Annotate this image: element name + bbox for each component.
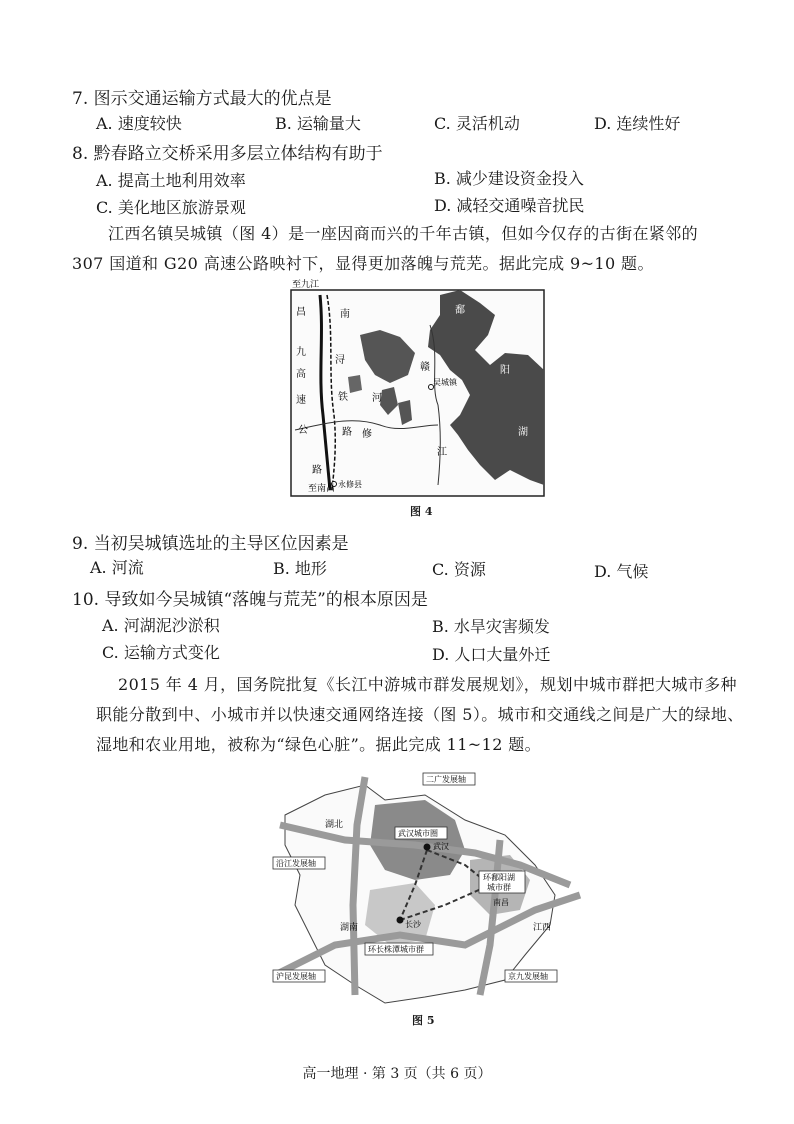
label-chang: 昌 [296, 307, 306, 318]
label-lu2: 路 [342, 427, 352, 438]
q9-option-a: A. 河流 [90, 558, 144, 577]
changsha-marker [397, 917, 404, 924]
passage-1-line-2: 307 国道和 G20 高速公路映衬下，显得更加落魄与荒芜。据此完成 9~10 题。 [72, 254, 654, 273]
q9-option-d: D. 气候 [594, 562, 649, 581]
question-10-stem: 10. 导致如今吴城镇“落魄与荒芜”的根本原因是 [72, 590, 428, 610]
label-lu: 路 [312, 465, 322, 476]
q8-option-d: D. 减轻交通噪音扰民 [434, 196, 585, 215]
label-changsha: 长沙 [405, 920, 421, 929]
question-7-stem: 7. 图示交通运输方式最大的优点是 [72, 89, 332, 109]
q10-option-c: C. 运输方式变化 [102, 643, 220, 662]
label-yanjiang-axis: 沿江发展轴 [276, 859, 316, 868]
passage-1 [72, 219, 766, 279]
label-poyang-circle-2: 城市群 [487, 883, 511, 892]
label-jiang: 江 [437, 447, 447, 458]
passage-2 [96, 670, 766, 760]
q8-option-b: B. 减少建设资金投入 [434, 169, 584, 188]
label-hunan: 湖南 [340, 923, 359, 933]
q10-option-a: A. 河湖泥沙淤积 [102, 616, 220, 635]
label-xun: 浔 [335, 355, 345, 366]
figure-4-map [290, 275, 546, 497]
label-he: 河 [372, 393, 382, 404]
label-gong: 公 [298, 425, 308, 436]
lake-patch-4 [348, 375, 362, 393]
passage-2-line-2: 职能分散到中、小城市并以快速交通网络连接（图 5）。城市和交通线之间是广大的绿地、 [96, 705, 744, 724]
label-xiu: 修 [362, 429, 372, 440]
figure-5-map [265, 765, 585, 1010]
passage-1-line-1: 江西名镇吴城镇（图 4）是一座因商而兴的千年古镇，但如今仅存的古街在紧邻的 [108, 224, 699, 243]
q8-option-c: C. 美化地区旅游景观 [96, 198, 246, 217]
question-8-stem: 8. 黔春路立交桥采用多层立体结构有助于 [72, 144, 383, 164]
label-erguang-axis: 二广发展轴 [426, 775, 466, 784]
q7-option-c: C. 灵活机动 [434, 114, 520, 133]
figure-4-caption: 图 4 [410, 505, 433, 518]
label-hukun-axis: 沪昆发展轴 [276, 972, 316, 981]
q10-option-b: B. 水旱灾害频发 [432, 617, 550, 636]
q10-option-d: D. 人口大量外迁 [432, 645, 551, 664]
label-nanchang: 南昌 [493, 898, 509, 907]
label-hubei: 湖北 [325, 820, 344, 830]
q7-option-d: D. 连续性好 [594, 114, 681, 133]
label-jiu: 九 [296, 347, 306, 358]
label-su: 速 [296, 395, 306, 406]
label-wucheng: 吴城镇 [433, 378, 457, 387]
label-changzhutan: 环长株潭城市群 [368, 945, 424, 954]
question-9-stem: 9. 当初吴城镇选址的主导区位因素是 [72, 534, 349, 554]
q9-option-b: B. 地形 [273, 559, 327, 578]
passage-2-line-3: 湿地和农业用地，被称为“绿色心脏”。据此完成 11~12 题。 [96, 735, 542, 754]
figure-5-caption: 图 5 [412, 1014, 435, 1027]
page-footer: 高一地理 · 第 3 页（共 6 页） [302, 1066, 492, 1082]
label-poyang-circle-1: 环鄱阳湖 [483, 873, 515, 882]
wuhan-marker [424, 844, 431, 851]
label-to-jiujiang: 至九江 [292, 280, 320, 290]
label-nan: 南 [340, 309, 350, 320]
q7-option-a: A. 速度较快 [96, 114, 182, 133]
label-gan: 赣 [420, 362, 430, 373]
q8-option-a: A. 提高土地利用效率 [96, 171, 246, 190]
label-jiangxi: 江西 [533, 923, 552, 933]
label-tie: 铁 [338, 392, 348, 403]
label-yang: 阳 [500, 365, 510, 376]
label-wuhan-circle: 武汉城市圈 [398, 829, 438, 838]
q9-option-c: C. 资源 [432, 560, 486, 579]
label-wuhan: 武汉 [433, 842, 449, 851]
label-jingjiu-axis: 京九发展轴 [508, 972, 548, 981]
label-hu: 湖 [518, 427, 528, 438]
label-to-nanchang: 至南昌 [308, 484, 336, 494]
label-yongxiu: 永修县 [338, 480, 362, 489]
q7-option-b: B. 运输量大 [275, 114, 361, 133]
label-gao: 高 [296, 369, 306, 380]
label-po: 鄱 [455, 305, 465, 316]
passage-2-line-1: 2015 年 4 月，国务院批复《长江中游城市群发展规划》，规划中城市群把大城市多种 [118, 675, 737, 694]
